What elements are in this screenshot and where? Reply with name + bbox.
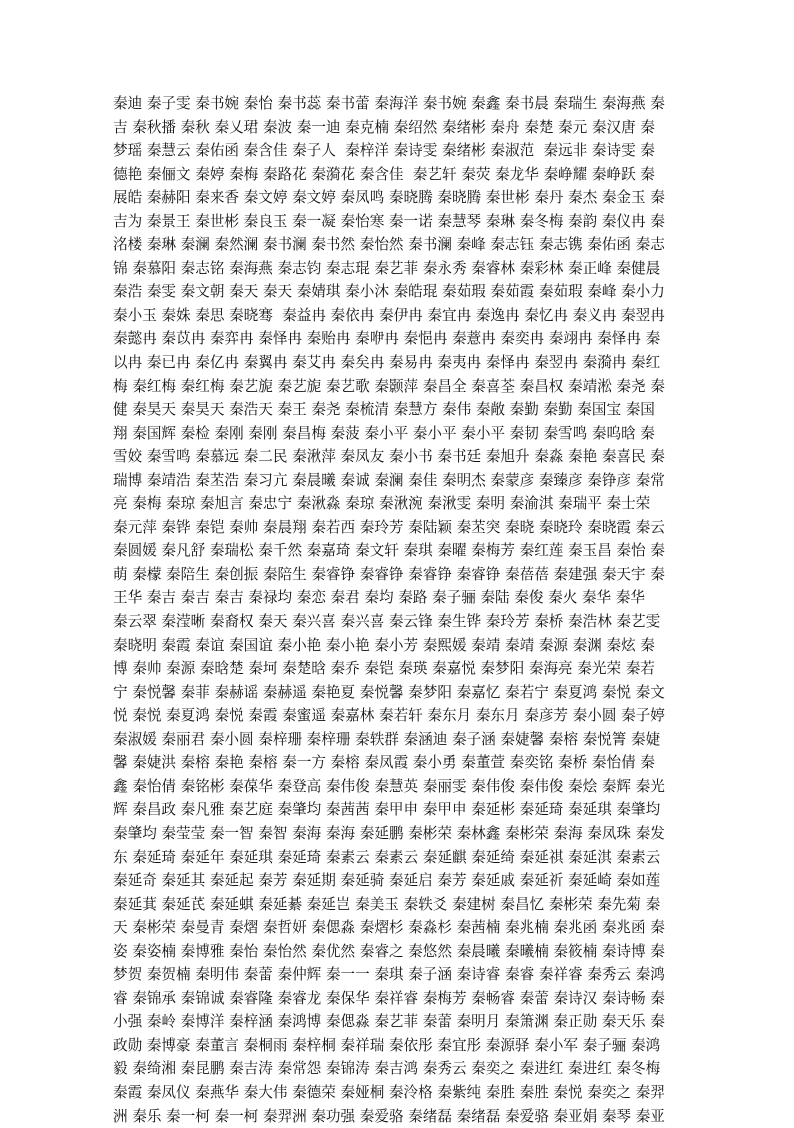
- text-line: 秦懿冉 秦苡冉 秦弈冉 秦怿冉 秦贻冉 秦咿冉 秦悒冉 秦薏冉 秦奕冉 秦翊冉 秦怿冉 秦: [113, 330, 661, 348]
- text-line: 瑞博 秦靖浩 秦苤浩 秦习亢 秦晨曦 秦诚 秦澜 秦佳 秦明杰 秦蒙彦 秦臻彦 秦铮彦 秦常: [113, 471, 665, 489]
- text-line: 洺楼 秦琳 秦澜 秦然澜 秦书澜 秦书然 秦怡然 秦书澜 秦峰 秦志钰 秦志镌 秦佑函 秦志: [113, 236, 665, 254]
- text-line: 秦肇均 秦莹莹 秦一智 秦智 秦海 秦海 秦延鹏 秦彬荣 秦林鑫 秦彬荣 秦海 秦凤珠 秦发: [113, 824, 665, 842]
- text-line: 辉 秦昌政 秦凡雅 秦艺庭 秦肇均 秦茜茜 秦甲申 秦甲申 秦延彬 秦延琦 秦延琪 秦肇均: [113, 801, 661, 819]
- text-line: 东 秦延琦 秦延年 秦延琪 秦延琦 秦素云 秦素云 秦延麒 秦延绮 秦延祺 秦延淇 秦素云: [113, 848, 661, 866]
- text-line: 姿 秦姿楠 秦博雅 秦怡 秦怡然 秦优然 秦睿之 秦悠然 秦晨曦 秦曦楠 秦筱楠 秦诗博 秦: [113, 942, 665, 960]
- text-line: 德艳 秦俪文 秦婷 秦梅 秦路花 秦漪花 秦含佳 秦艺轩 秦荧 秦龙华 秦峥耀 秦峥跃 秦: [113, 165, 655, 183]
- text-line: 健 秦昊天 秦昊天 秦浩天 秦王 秦尧 秦梳清 秦慧方 秦伟 秦敞 秦勤 秦勤 秦国宝 秦国: [113, 401, 655, 419]
- text-line: 毅 秦绮湘 秦昆鹏 秦吉涛 秦常怨 秦锦涛 秦吉鸿 秦秀云 秦奕之 秦进红 秦进红 秦冬梅: [113, 1060, 661, 1078]
- text-line: 秦淑媛 秦丽君 秦小圆 秦梓珊 秦梓珊 秦轶群 秦涵迪 秦子涵 秦婕馨 秦榕 秦悦箐 秦婕: [113, 730, 661, 748]
- text-line: 亮 秦梅 秦琼 秦旭言 秦忠宁 秦湫淼 秦琼 秦湫涴 秦湫雯 秦明 秦渝淇 秦瑞平 秦士荣: [113, 495, 651, 513]
- text-line: 政勋 秦博豪 秦董言 秦桐雨 秦梓桐 秦祥瑞 秦依彤 秦宜彤 秦源驿 秦小军 秦子骊 秦鸿: [113, 1036, 661, 1054]
- text-line: 秦浩 秦雯 秦文朝 秦天 秦天 秦婧琪 秦小沐 秦皓琨 秦茹瑕 秦茹霞 秦茹瑕 秦峰 秦小力: [113, 283, 665, 301]
- text-line: 锦 秦慕阳 秦志铭 秦海燕 秦志钧 秦志琨 秦艺菲 秦永秀 秦睿林 秦彩林 秦正峰 秦健晨: [113, 259, 661, 277]
- text-line: 吉为 秦景王 秦世彬 秦良玉 秦一凝 秦怡寒 秦一诺 秦慧琴 秦琳 秦冬梅 秦韵 秦仪冉 秦: [113, 212, 665, 230]
- text-line: 天 秦彬荣 秦曼青 秦熠 秦哲妍 秦偲淼 秦熠杉 秦淼杉 秦茜楠 秦兆楠 秦兆函 秦兆函 秦: [113, 919, 665, 937]
- text-line: 秦小玉 秦姝 秦思 秦晓骞 秦益冉 秦依冉 秦伊冉 秦宜冉 秦逸冉 秦忆冉 秦义冉 秦翌冉: [113, 306, 665, 324]
- text-line: 秦元萍 秦铧 秦铠 秦帅 秦晨翔 秦若西 秦玲芳 秦陆颖 秦苤突 秦晓 秦晓玲 秦晓霞 秦云: [113, 518, 665, 536]
- text-line: 梦贺 秦贺楠 秦明伟 秦蕾 秦仲辉 秦一一 秦琪 秦子涵 秦诗睿 秦睿 秦祥睿 秦秀云 秦鸿: [113, 966, 665, 984]
- text-line: 悦 秦悦 秦夏鸿 秦悦 秦霞 秦蜜遥 秦嘉林 秦若轩 秦东月 秦东月 秦彦芳 秦小圆 秦子婷: [113, 707, 665, 725]
- text-line: 小强 秦岭 秦博洋 秦梓涵 秦鸿博 秦偲淼 秦艺菲 秦蕾 秦明月 秦箫渊 秦正勋 秦天乐 秦: [113, 1013, 665, 1031]
- text-line: 秦延奇 秦延其 秦延起 秦芳 秦延期 秦延骑 秦延启 秦芳 秦延戚 秦延祈 秦延崎 秦如莲: [113, 872, 661, 890]
- text-line: 萌 秦檬 秦陪生 秦创振 秦陪生 秦睿铮 秦睿铮 秦睿铮 秦睿铮 秦蓓蓓 秦建强 秦天宇 秦: [113, 565, 665, 583]
- text-line: 梅 秦红梅 秦红梅 秦艺旎 秦艺旎 秦艺歌 秦颢萍 秦昌全 秦喜荃 秦昌权 秦靖淞 秦尧 秦: [113, 377, 665, 395]
- text-line: 秦圆媛 秦凡舒 秦瑞松 秦千然 秦嘉琦 秦文轩 秦琪 秦曜 秦梅芳 秦红莲 秦玉昌 秦怡 秦: [113, 542, 665, 560]
- text-line: 雪姣 秦雪鸣 秦慕远 秦二民 秦湫萍 秦凤友 秦小书 秦书廷 秦旭升 秦淼 秦艳 秦喜民 秦: [113, 448, 665, 466]
- text-line: 以冉 秦已冉 秦亿冉 秦翼冉 秦艾冉 秦矣冉 秦易冉 秦夷冉 秦怿冉 秦翌冉 秦漪冉 秦红: [113, 354, 661, 372]
- text-line: 展皓 秦赫阳 秦来香 秦文婷 秦文婷 秦凤鸣 秦晓腾 秦晓腾 秦世彬 秦丹 秦杰 秦金玉 秦: [113, 189, 665, 207]
- text-line: 秦延萁 秦延芪 秦延蜞 秦延綦 秦延岂 秦美玉 秦轶爻 秦建树 秦昌忆 秦彬荣 秦先菊 秦: [113, 895, 661, 913]
- text-line: 梦瑶 秦慧云 秦佑函 秦含佳 秦子人 秦梓洋 秦诗雯 秦绪彬 秦淑范 秦远非 秦诗雯 秦: [113, 142, 655, 160]
- text-line: 秦迪 秦子雯 秦书婉 秦怡 秦书蕊 秦书蕾 秦海洋 秦书婉 秦鑫 秦书晨 秦瑞生 秦海燕 秦: [113, 95, 665, 112]
- text-line: 馨 秦婕洪 秦榕 秦艳 秦榕 秦一方 秦榕 秦凤霞 秦小勇 秦董萱 秦奕铭 秦桥 秦怡倩 秦: [113, 754, 655, 772]
- text-line: 睿 秦锦承 秦锦诚 秦睿隆 秦睿龙 秦保华 秦祥睿 秦梅芳 秦畅睿 秦蕾 秦诗汉 秦诗畅 秦: [113, 989, 665, 1007]
- text-line: 博 秦帅 秦源 秦晗楚 秦坷 秦楚晗 秦乔 秦铠 秦瑛 秦嘉悦 秦梦阳 秦海亮 秦光荣 秦若: [113, 660, 655, 678]
- text-line: 吉 秦秋播 秦秋 秦乂珺 秦波 秦一迪 秦克楠 秦绍然 秦绪彬 秦舟 秦楚 秦元 秦汉唐 秦: [113, 118, 655, 136]
- text-line: 翔 秦国辉 秦检 秦刚 秦刚 秦昌梅 秦菠 秦小平 秦小平 秦小平 秦韧 秦雪鸣 秦呜晗 秦: [113, 424, 655, 442]
- document-page: [113, 92, 683, 1128]
- text-line: 鑫 秦怡倩 秦铭彬 秦葆华 秦登高 秦伟俊 秦慧英 秦丽雯 秦伟俊 秦伟俊 秦烩 秦辉 秦光: [113, 777, 665, 795]
- text-line: 宁 秦悦馨 秦菲 秦赫谣 秦赫遥 秦艳夏 秦悦馨 秦梦阳 秦嘉忆 秦若宁 秦夏鸿 秦悦 秦文: [113, 683, 665, 701]
- text-line: 洲 秦乐 秦一柯 秦一柯 秦羿洲 秦功强 秦爱骆 秦绪磊 秦绪磊 秦爱骆 秦亚娟 秦琴 秦亚: [113, 1107, 665, 1125]
- text-line: 秦霞 秦凤仪 秦燕华 秦大伟 秦德荣 秦娅桐 秦泠格 秦紫纯 秦胜 秦胜 秦悦 秦奕之 秦羿: [113, 1083, 665, 1101]
- text-line: 秦晓明 秦霞 秦谊 秦国谊 秦小艳 秦小艳 秦小芳 秦熙媛 秦靖 秦靖 秦源 秦渊 秦炫 秦: [113, 636, 655, 654]
- text-line: 王华 秦吉 秦吉 秦吉 秦禄均 秦恋 秦君 秦均 秦路 秦子骊 秦陆 秦俊 秦火 秦华 秦华: [113, 589, 645, 607]
- text-line: 秦云翠 秦滢晰 秦裔权 秦天 秦兴喜 秦兴喜 秦云锋 秦生铧 秦玲芳 秦桥 秦浩林 秦艺雯: [113, 613, 661, 631]
